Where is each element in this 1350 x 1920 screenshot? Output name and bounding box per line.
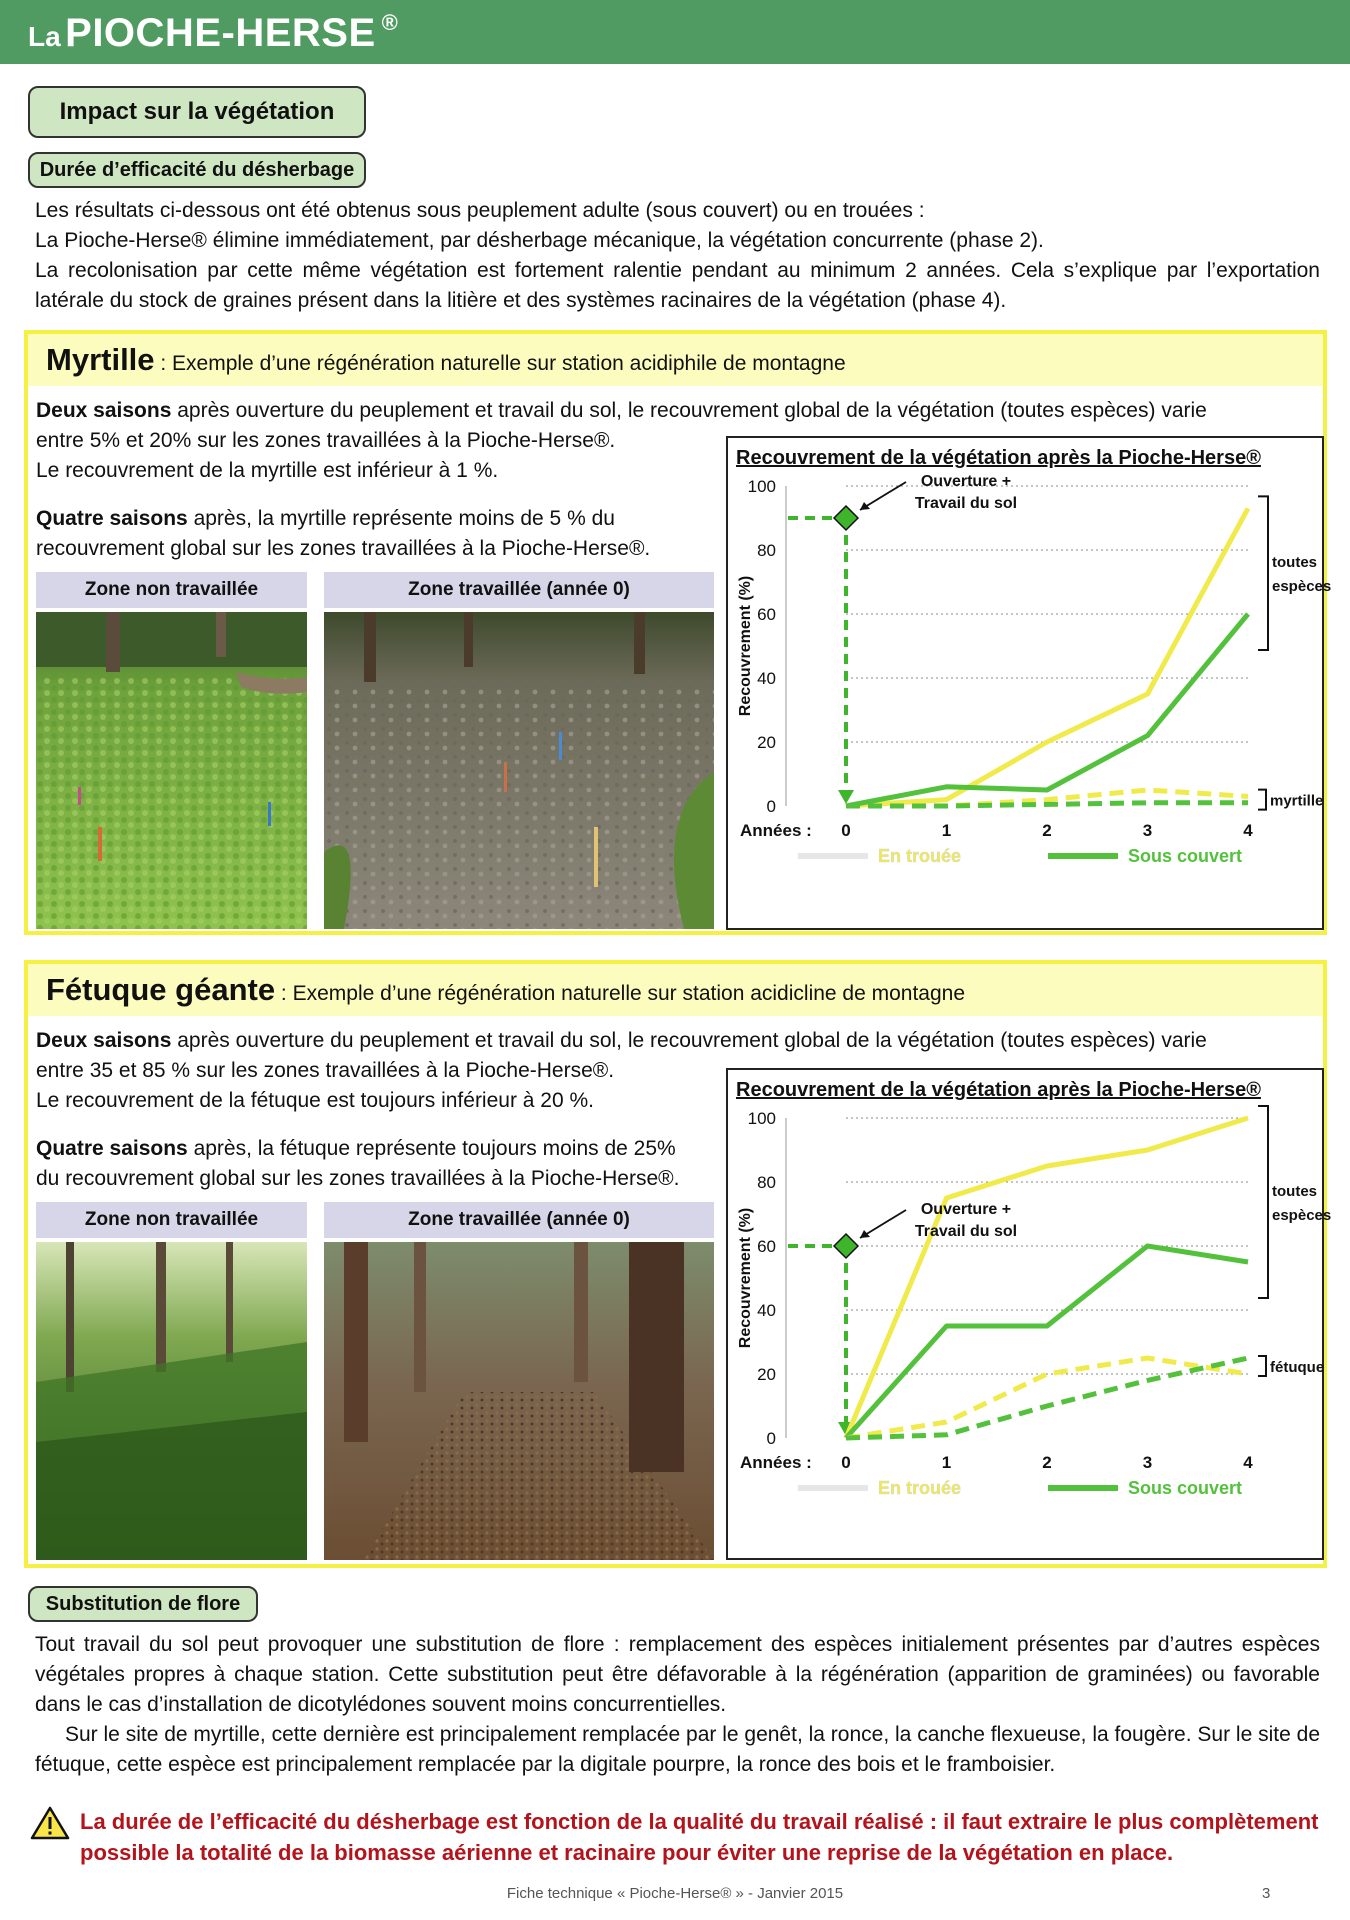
photo-label-treated: Zone travaillée (année 0) xyxy=(324,1202,714,1238)
x-tick-label: 0 xyxy=(841,821,851,840)
bold-lead: Deux saisons xyxy=(36,1029,172,1052)
intro-paragraph: La recolonisation par cette même végétation est fortement ralentie pendant au minimum 2 années. Cela s’explique par l’exportation latérale du stock de graines présent dans la litière et des systèmes racinaires de la végétation (phase 4). xyxy=(35,259,1320,312)
series-line xyxy=(846,1246,1248,1438)
photo-treated-soil xyxy=(324,612,714,929)
intro-line-1: Les résultats ci-dessous ont été obtenus sous peuplement adulte (sous couvert) ou en trouées : xyxy=(35,199,925,222)
panel-header xyxy=(28,964,1323,1016)
y-axis-label: Recouvrement (%) xyxy=(737,575,754,717)
panel-line-5: du recouvrement global sur les zones travaillées à la Pioche-Herse®. xyxy=(36,1167,680,1190)
header-bar xyxy=(0,0,1350,64)
panel-subtitle: : Exemple d’une régénération naturelle sur station acidicline de montagne xyxy=(275,982,966,1005)
chart-fetuque xyxy=(726,1068,1332,1560)
y-tick-label: 100 xyxy=(747,1109,776,1128)
y-tick-label: 40 xyxy=(757,669,776,688)
x-axis-label: Années : xyxy=(740,821,812,840)
y-tick-label: 80 xyxy=(757,541,776,560)
panel-title xyxy=(46,342,846,378)
legend-label-trouee: En trouée xyxy=(878,846,962,866)
text-rest: après ouverture du peuplement et travail du sol, le recouvrement global de la végétation (toutes espèces) varie xyxy=(171,1029,1207,1052)
x-tick-label: 4 xyxy=(1243,1453,1253,1472)
substitution-paragraph-2: Sur le site de myrtille, cette dernière est principalement remplacée par le genêt, la ronce, la canche flexueuse, la fougère. Sur le site de fétuque, cette espèce est principalement remplacée par la digitale pourpre, la ronce des bois et le framboisier. xyxy=(35,1723,1320,1776)
bold-lead: Quatre saisons xyxy=(36,1137,188,1160)
subsection-heading-duree: Durée d’efficacité du désherbage xyxy=(28,152,366,188)
marker-diamond xyxy=(834,1234,858,1258)
x-tick-label: 2 xyxy=(1042,1453,1052,1472)
panel-line-5: recouvrement global sur les zones travaillées à la Pioche-Herse®. xyxy=(36,537,651,560)
panel-line-3: Le recouvrement de la myrtille est inférieur à 1 %. xyxy=(36,459,499,482)
annotation-arrowhead xyxy=(860,1230,870,1238)
annotation-line-2: Travail du sol xyxy=(914,495,1018,512)
text-rest: après, la myrtille représente moins de 5 % du xyxy=(187,507,615,530)
x-tick-label: 1 xyxy=(941,821,952,840)
series-line xyxy=(846,614,1248,806)
title-prefix: La xyxy=(28,21,61,52)
y-axis-label: Recouvrement (%) xyxy=(737,1207,754,1349)
brace-top-label-2: espèces xyxy=(1272,1207,1332,1224)
text-rest: après, la fétuque représente toujours moins de 25% xyxy=(187,1137,676,1160)
species-name: Fétuque géante xyxy=(46,972,276,1007)
brace-top-label-2: espèces xyxy=(1272,578,1332,596)
marker-diamond xyxy=(834,506,858,530)
marker-guide-arrowhead xyxy=(838,790,854,804)
brace-bottom-label: fétuque xyxy=(1270,1359,1325,1376)
photo-untreated-fescue xyxy=(36,1242,307,1560)
x-tick-label: 0 xyxy=(841,1453,851,1472)
subsection-heading-substitution: Substitution de flore xyxy=(28,1586,258,1622)
registered-mark: ® xyxy=(381,10,398,35)
photo-label-untreated: Zone non travaillée xyxy=(36,572,307,608)
y-tick-label: 100 xyxy=(747,477,776,496)
panel-title xyxy=(46,972,965,1008)
brace-bottom-label: myrtille xyxy=(1270,792,1324,810)
document-title xyxy=(28,10,398,56)
brace-bottom xyxy=(1258,1356,1266,1376)
x-tick-label: 1 xyxy=(941,1453,952,1472)
panel-paragraph-1 xyxy=(36,396,1321,426)
bold-lead: Deux saisons xyxy=(36,399,172,422)
brace-bottom xyxy=(1258,790,1266,810)
warning-icon xyxy=(30,1806,70,1840)
title-name: PIOCHE-HERSE xyxy=(65,11,376,55)
panel-header xyxy=(28,334,1323,386)
y-tick-label: 80 xyxy=(757,1173,776,1192)
y-tick-label: 60 xyxy=(757,1237,776,1256)
photo-label-treated: Zone travaillée (année 0) xyxy=(324,572,714,608)
chart-title: Recouvrement de la végétation après la Pioche-Herse® xyxy=(736,447,1261,469)
brace-top-label-1: toutes xyxy=(1272,1183,1317,1200)
brace-top-label-1: toutes xyxy=(1272,554,1317,572)
y-tick-label: 40 xyxy=(757,1301,776,1320)
panel-fetuque xyxy=(24,960,1332,1568)
y-tick-label: 0 xyxy=(766,1429,776,1448)
text-rest: après ouverture du peuplement et travail du sol, le recouvrement global de la végétation (toutes espèces) varie xyxy=(171,399,1207,422)
panel-myrtille xyxy=(24,330,1332,935)
page-number: 3 xyxy=(1262,1885,1271,1902)
panel-line-2: entre 5% et 20% sur les zones travaillées à la Pioche-Herse®. xyxy=(36,429,616,452)
panel-paragraph-2 xyxy=(36,1134,676,1164)
photo-treated-path xyxy=(324,1242,714,1560)
photo-label-untreated: Zone non travaillée xyxy=(36,1202,307,1238)
section-heading-impact: Impact sur la végétation xyxy=(28,86,366,138)
annotation-line-2: Travail du sol xyxy=(914,1223,1018,1240)
x-axis-label: Années : xyxy=(740,1453,812,1472)
x-tick-label: 4 xyxy=(1243,821,1253,840)
panel-paragraph-1 xyxy=(36,1026,1321,1056)
chart-myrtille xyxy=(726,436,1332,930)
species-name: Myrtille xyxy=(46,342,155,377)
brace-top xyxy=(1258,496,1268,650)
photo-untreated-blueberry xyxy=(36,612,307,929)
brace-top xyxy=(1258,1106,1268,1298)
bold-lead: Quatre saisons xyxy=(36,507,188,530)
series-line xyxy=(846,1118,1248,1438)
y-tick-label: 20 xyxy=(757,1365,776,1384)
panel-line-3: Le recouvrement de la fétuque est toujours inférieur à 20 %. xyxy=(36,1089,594,1112)
intro-line-2: La Pioche-Herse® élimine immédiatement, par désherbage mécanique, la végétation concurrente (phase 2). xyxy=(35,229,1044,252)
substitution-paragraph-1: Tout travail du sol peut provoquer une substitution de flore : remplacement des espèces initialement présentes par d’autres espèces végétales propres à chaque station. Cette substitution peut être défavorable à la régénération (apparition de graminées) ou favorable dans le cas d’installation de dicotylédones souvent moins concurrentielles. xyxy=(35,1633,1320,1716)
legend-label-couvert: Sous couvert xyxy=(1128,846,1243,866)
y-tick-label: 0 xyxy=(766,797,776,816)
chart-title: Recouvrement de la végétation après la Pioche-Herse® xyxy=(736,1079,1261,1101)
legend-label-couvert: Sous couvert xyxy=(1128,1478,1243,1498)
x-tick-label: 2 xyxy=(1042,821,1052,840)
y-tick-label: 60 xyxy=(757,605,776,624)
annotation-line-1: Ouverture + xyxy=(920,473,1012,490)
annotation-line-1: Ouverture + xyxy=(920,1201,1012,1218)
annotation-arrowhead xyxy=(860,502,870,510)
legend-label-trouee: En trouée xyxy=(878,1478,962,1498)
footer-caption: Fiche technique « Pioche-Herse® » - Janvier 2015 xyxy=(506,1885,844,1902)
series-line xyxy=(846,508,1248,806)
warning-text: La durée de l’efficacité du désherbage est fonction de la qualité du travail réalisé : il faut extraire le plus complètement possible la totalité de la biomasse aérienne et racinaire pour éviter une reprise de la végétation en place. xyxy=(80,1809,1319,1865)
x-tick-label: 3 xyxy=(1142,821,1153,840)
panel-subtitle: : Exemple d’une régénération naturelle sur station acidiphile de montagne xyxy=(154,352,846,375)
x-tick-label: 3 xyxy=(1142,1453,1153,1472)
y-tick-label: 20 xyxy=(757,733,776,752)
panel-paragraph-2 xyxy=(36,504,615,534)
panel-line-2: entre 35 et 85 % sur les zones travaillées à la Pioche-Herse®. xyxy=(36,1059,615,1082)
